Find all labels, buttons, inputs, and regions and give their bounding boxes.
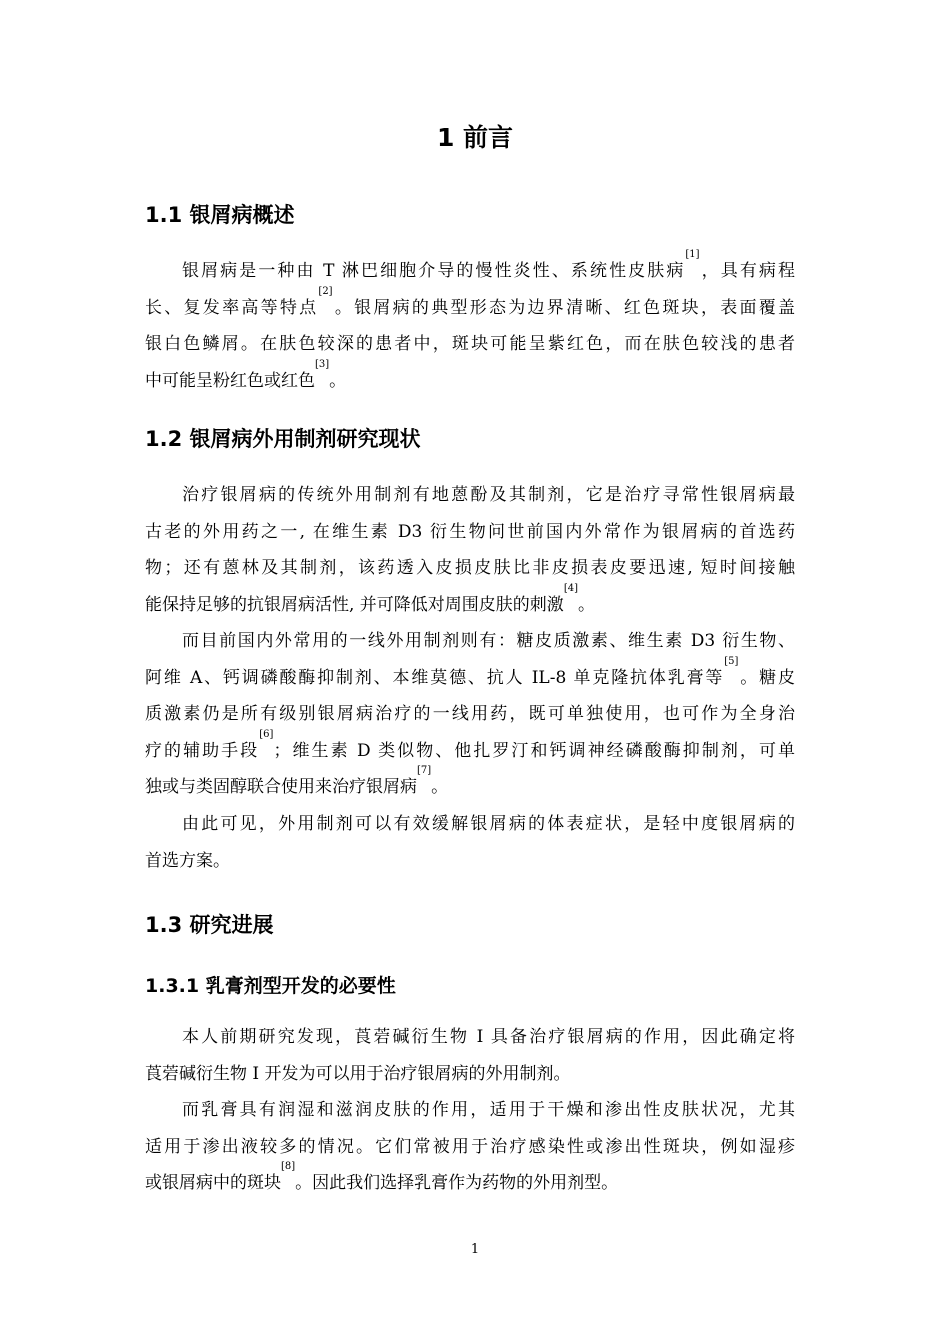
citation-ref[interactable]: [2] bbox=[318, 285, 333, 297]
section-heading-1-3: 1.3 研究进展 bbox=[145, 913, 274, 937]
text-line: 适用于渗出液较多的情况。它们常被用于治疗感染性或渗出性斑块，例如湿疹 bbox=[145, 1136, 795, 1157]
text-line: 首选方案。 bbox=[145, 850, 230, 871]
text-line: 疗的辅助手段[6]；维生素 D 类似物、他扎罗汀和钙调神经磷酸酶抑制剂，可单 bbox=[145, 728, 796, 761]
text-line: 而乳膏具有润湿和滋润皮肤的作用，适用于干燥和渗出性皮肤状况，尤其 bbox=[182, 1100, 795, 1120]
subsection-heading-1-3-1: 1.3.1 乳膏剂型开发的必要性 bbox=[145, 975, 396, 997]
text-line: 银白色鳞屑。在肤色较深的患者中，斑块可能呈紫红色，而在肤色较浅的患者 bbox=[145, 334, 795, 354]
text-line: 质激素仍是所有级别银屑病治疗的一线用药，既可单独使用，也可作为全身治 bbox=[145, 704, 795, 724]
paragraph-1-1-a bbox=[145, 249, 796, 399]
paragraph-1-3-1-a bbox=[145, 1019, 795, 1092]
section-heading-1-1: 1.1 银屑病概述 bbox=[145, 203, 295, 227]
citation-ref[interactable]: [7] bbox=[417, 765, 432, 776]
paragraph-1-2-b bbox=[145, 623, 795, 806]
citation-ref[interactable]: [1] bbox=[685, 249, 700, 260]
chapter-title: 1 前言 bbox=[436, 123, 514, 152]
text-line: 或银屑病中的斑块[8]。因此我们选择乳膏作为药物的外用剂型。 bbox=[145, 1161, 619, 1193]
citation-ref[interactable]: [6] bbox=[259, 728, 274, 740]
paragraph-1-2-a bbox=[145, 477, 795, 623]
paragraph-1-3-1-b bbox=[145, 1092, 795, 1202]
section-heading-1-2: 1.2 银屑病外用制剂研究现状 bbox=[145, 427, 421, 451]
text-line: 银屑病是一种由 T 淋巴细胞介导的慢性炎性、系统性皮肤病[1]，具有病程 bbox=[182, 249, 795, 281]
citation-ref[interactable]: [4] bbox=[563, 582, 578, 594]
text-line: 阿维 A、钙调磷酸酶抑制剂、本维莫德、抗人 IL-8 单克隆抗体乳膏等[5]。糖皮 bbox=[145, 655, 795, 688]
text-line: 由此可见，外用制剂可以有效缓解银屑病的体表症状，是轻中度银屑病的 bbox=[182, 814, 795, 834]
text-line: 能保持足够的抗银屑病活性, 并可降低对周围皮肤的刺激[4]。 bbox=[145, 582, 595, 615]
text-line: 治疗银屑病的传统外用制剂有地蒽酚及其制剂，它是治疗寻常性银屑病最 bbox=[182, 485, 795, 505]
text-line: 而目前国内外常用的一线外用制剂则有：糖皮质激素、维生素 D3 衍生物、 bbox=[182, 631, 795, 651]
text-line: 独或与类固醇联合使用来治疗银屑病[7]。 bbox=[145, 765, 449, 797]
citation-ref[interactable]: [3] bbox=[315, 358, 330, 370]
text-line: 中可能呈粉红色或红色[3]。 bbox=[145, 358, 347, 391]
citation-ref[interactable]: [8] bbox=[281, 1161, 296, 1172]
text-line: 本人前期研究发现，莨菪碱衍生物 I 具备治疗银屑病的作用，因此确定将 bbox=[182, 1027, 795, 1047]
paragraph-1-2-c bbox=[145, 806, 795, 879]
text-line: 莨菪碱衍生物 I 开发为可以用于治疗银屑病的外用制剂。 bbox=[145, 1063, 571, 1084]
text-line: 古老的外用药之一, 在维生素 D3 衍生物问世前国内外常作为银屑病的首选药 bbox=[145, 521, 795, 542]
page-number: 1 bbox=[470, 1242, 480, 1257]
citation-ref[interactable]: [5] bbox=[724, 655, 739, 667]
text-line: 物；还有蒽林及其制剂，该药透入皮损皮肤比非皮损表皮要迅速, 短时间接触 bbox=[145, 558, 795, 578]
text-line: 长、复发率高等特点[2]。银屑病的典型形态为边界清晰、红色斑块，表面覆盖 bbox=[145, 285, 796, 318]
